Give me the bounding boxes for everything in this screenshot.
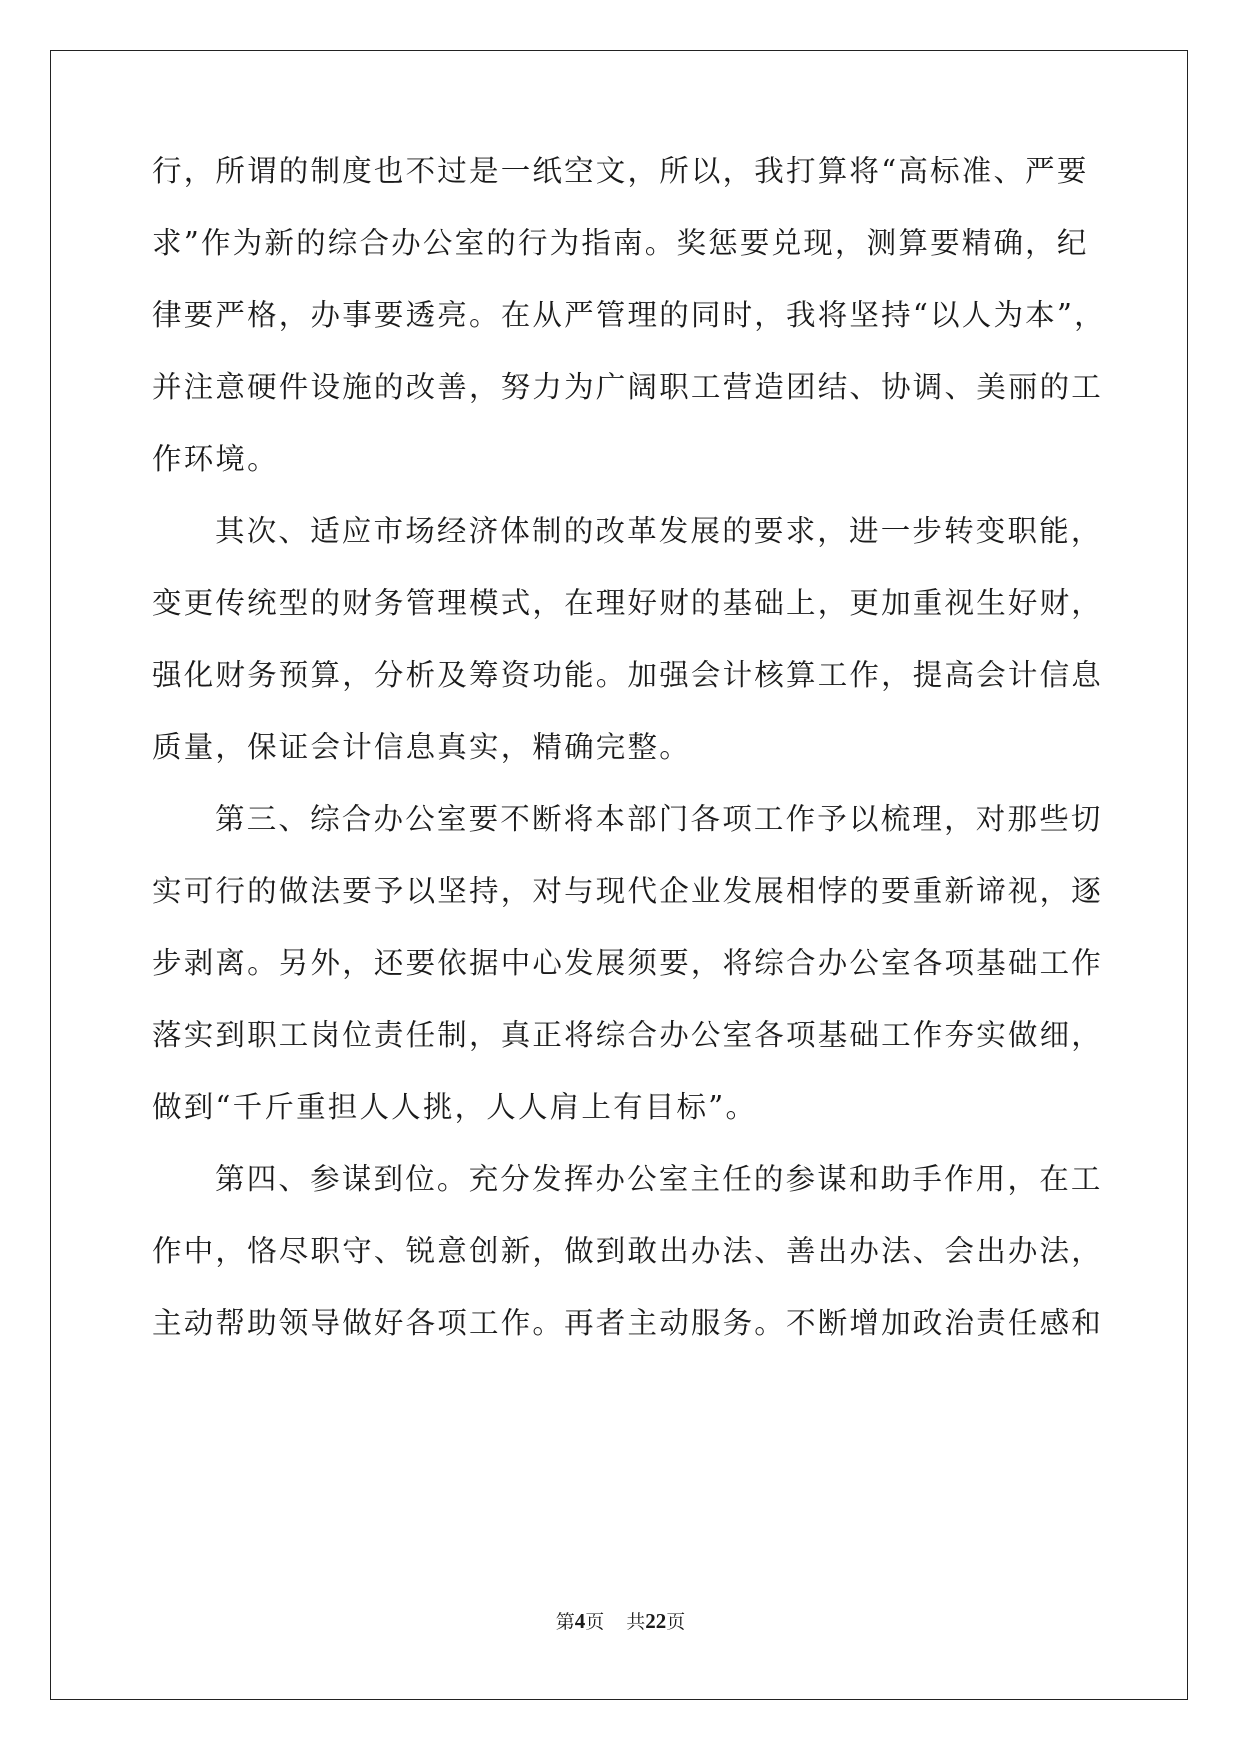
paragraph-start-line: 第四、参谋到位。充分发挥办公室主任的参谋和助手作用，在工 xyxy=(215,1162,1103,1196)
text-line: 作环境。 xyxy=(152,442,279,476)
page-footer xyxy=(0,1609,1241,1634)
text-line: 步剥离。另外，还要依据中心发展须要，将综合办公室各项基础工作 xyxy=(152,946,1104,980)
paragraph-start-line: 第三、综合办公室要不断将本部门各项工作予以梳理，对那些切 xyxy=(215,802,1103,836)
paragraph-start-line: 其次、适应市场经济体制的改革发展的要求，进一步转变职能， xyxy=(215,514,1103,548)
current-page-number: 4 xyxy=(574,1609,586,1633)
text-line: 落实到职工岗位责任制，真正将综合办公室各项基础工作夯实做细， xyxy=(152,1018,1104,1052)
text-line: 做到“千斤重担人人挑，人人肩上有目标”。 xyxy=(152,1090,758,1124)
text-line: 质量，保证会计信息真实，精确完整。 xyxy=(152,730,691,764)
text-line: 律要严格，办事要透亮。在从严管理的同时，我将坚持“以人为本”， xyxy=(152,298,1106,332)
footer-prefix: 第 xyxy=(555,1611,575,1633)
text-line: 并注意硬件设施的改善，努力为广阔职工营造团结、协调、美丽的工 xyxy=(152,370,1104,404)
text-line: 行，所谓的制度也不过是一纸空文，所以，我打算将“高标准、严要 xyxy=(152,154,1089,188)
text-line: 强化财务预算，分析及筹资功能。加强会计核算工作，提高会计信息 xyxy=(152,658,1104,692)
text-line: 变更传统型的财务管理模式，在理好财的基础上，更加重视生好财， xyxy=(152,586,1104,620)
text-line: 主动帮助领导做好各项工作。再者主动服务。不断增加政治责任感和 xyxy=(152,1306,1104,1340)
footer-page-suffix: 页 xyxy=(585,1611,605,1633)
total-page-count: 22 xyxy=(645,1609,667,1633)
text-line: 作中，恪尽职守、锐意创新，做到敢出办法、善出办法、会出办法， xyxy=(152,1234,1104,1268)
footer-total-prefix: 共 xyxy=(626,1611,646,1633)
text-line: 求”作为新的综合办公室的行为指南。奖惩要兑现，测算要精确，纪 xyxy=(152,226,1089,260)
text-line: 实可行的做法要予以坚持，对与现代企业发展相悖的要重新谛视，逐 xyxy=(152,874,1104,908)
footer-total-suffix: 页 xyxy=(666,1611,686,1633)
